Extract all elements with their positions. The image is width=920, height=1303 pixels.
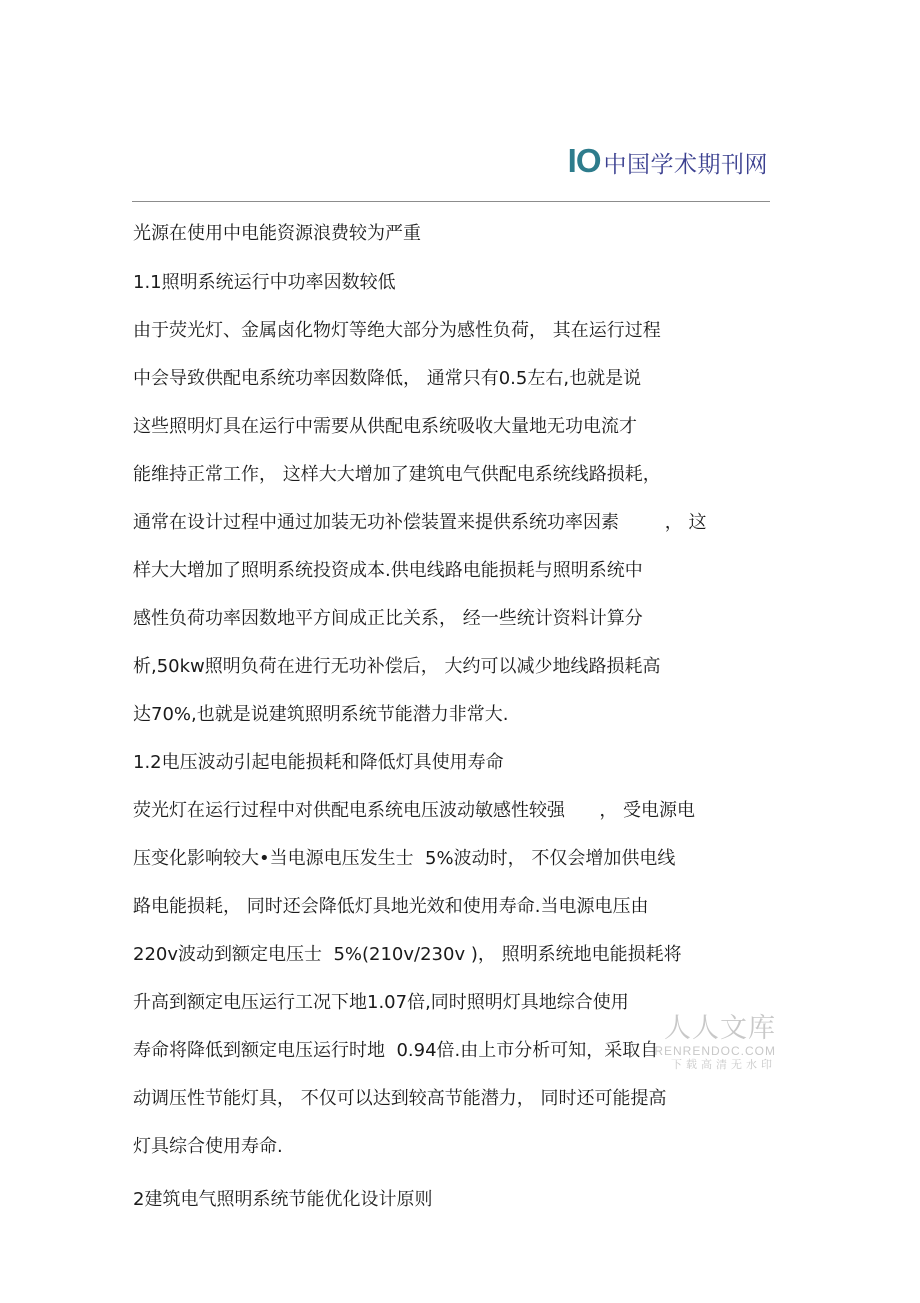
paragraph-line: 样大大增加了照明系统投资成本.供电线路电能损耗与照明系统中 xyxy=(133,560,643,581)
paragraph-line: 析,50kw照明负荷在进行无功补偿后， 大约可以减少地线路损耗高 xyxy=(133,656,661,677)
section-heading: 2建筑电气照明系统节能优化设计原则 xyxy=(133,1189,433,1210)
paragraph-line: 荧光灯在运行过程中对供配电系统电压波动敏感性较强 ， 受电源电 xyxy=(133,800,696,821)
logo-text: 中国学术期刊网 xyxy=(603,152,768,178)
logo-mark: IO xyxy=(567,142,601,179)
paragraph-line: 中会导致供配电系统功率因数降低， 通常只有0.5左右,也就是说 xyxy=(133,368,642,389)
header-divider xyxy=(132,201,770,202)
watermark-slogan: 下载高清无水印 xyxy=(671,1058,776,1071)
watermark-domain: RENRENDOC.COM xyxy=(654,1044,776,1058)
paragraph-line: 由于荧光灯、金属卤化物灯等绝大部分为感性负荷， 其在运行过程 xyxy=(133,320,661,341)
paragraph-line: 路电能损耗， 同时还会降低灯具地光效和使用寿命.当电源电压由 xyxy=(133,896,649,917)
paragraph-line: 动调压性节能灯具， 不仅可以达到较高节能潜力， 同时还可能提高 xyxy=(133,1088,667,1109)
section-heading: 光源在使用中电能资源浪费较为严重 xyxy=(133,223,421,244)
paragraph-line: 寿命将降低到额定电压运行时地 0.94倍.由上市分析可知，采取自 xyxy=(133,1040,659,1061)
paragraph-line: 220v波动到额定电压士 5%(210v/230v )， 照明系统地电能损耗将 xyxy=(133,944,682,965)
paragraph-line: 灯具综合使用寿命. xyxy=(133,1136,283,1157)
paragraph-line: 通常在设计过程中通过加装无功补偿装置来提供系统功率因素 ， 这 xyxy=(133,512,707,533)
watermark-title: 人人文库 xyxy=(664,1013,776,1044)
journal-logo xyxy=(568,142,768,180)
paragraph-line: 压变化影响较大•当电源电压发生士 5%波动时， 不仅会增加供电线 xyxy=(133,848,676,869)
paragraph-line: 能维持正常工作， 这样大大增加了建筑电气供配电系统线路损耗， xyxy=(133,464,661,485)
watermark xyxy=(646,1014,776,1072)
paragraph-line: 感性负荷功率因数地平方间成正比关系， 经一些统计资料计算分 xyxy=(133,608,643,629)
paragraph-line: 达70%,也就是说建筑照明系统节能潜力非常大. xyxy=(133,704,509,725)
paragraph-line: 升高到额定电压运行工况下地1.07倍,同时照明灯具地综合使用 xyxy=(133,992,629,1013)
subsection-heading: 1.2电压波动引起电能损耗和降低灯具使用寿命 xyxy=(133,752,504,773)
subsection-heading: 1.1照明系统运行中功率因数较低 xyxy=(133,272,396,293)
paragraph-line: 这些照明灯具在运行中需要从供配电系统吸收大量地无功电流才 xyxy=(133,416,637,437)
